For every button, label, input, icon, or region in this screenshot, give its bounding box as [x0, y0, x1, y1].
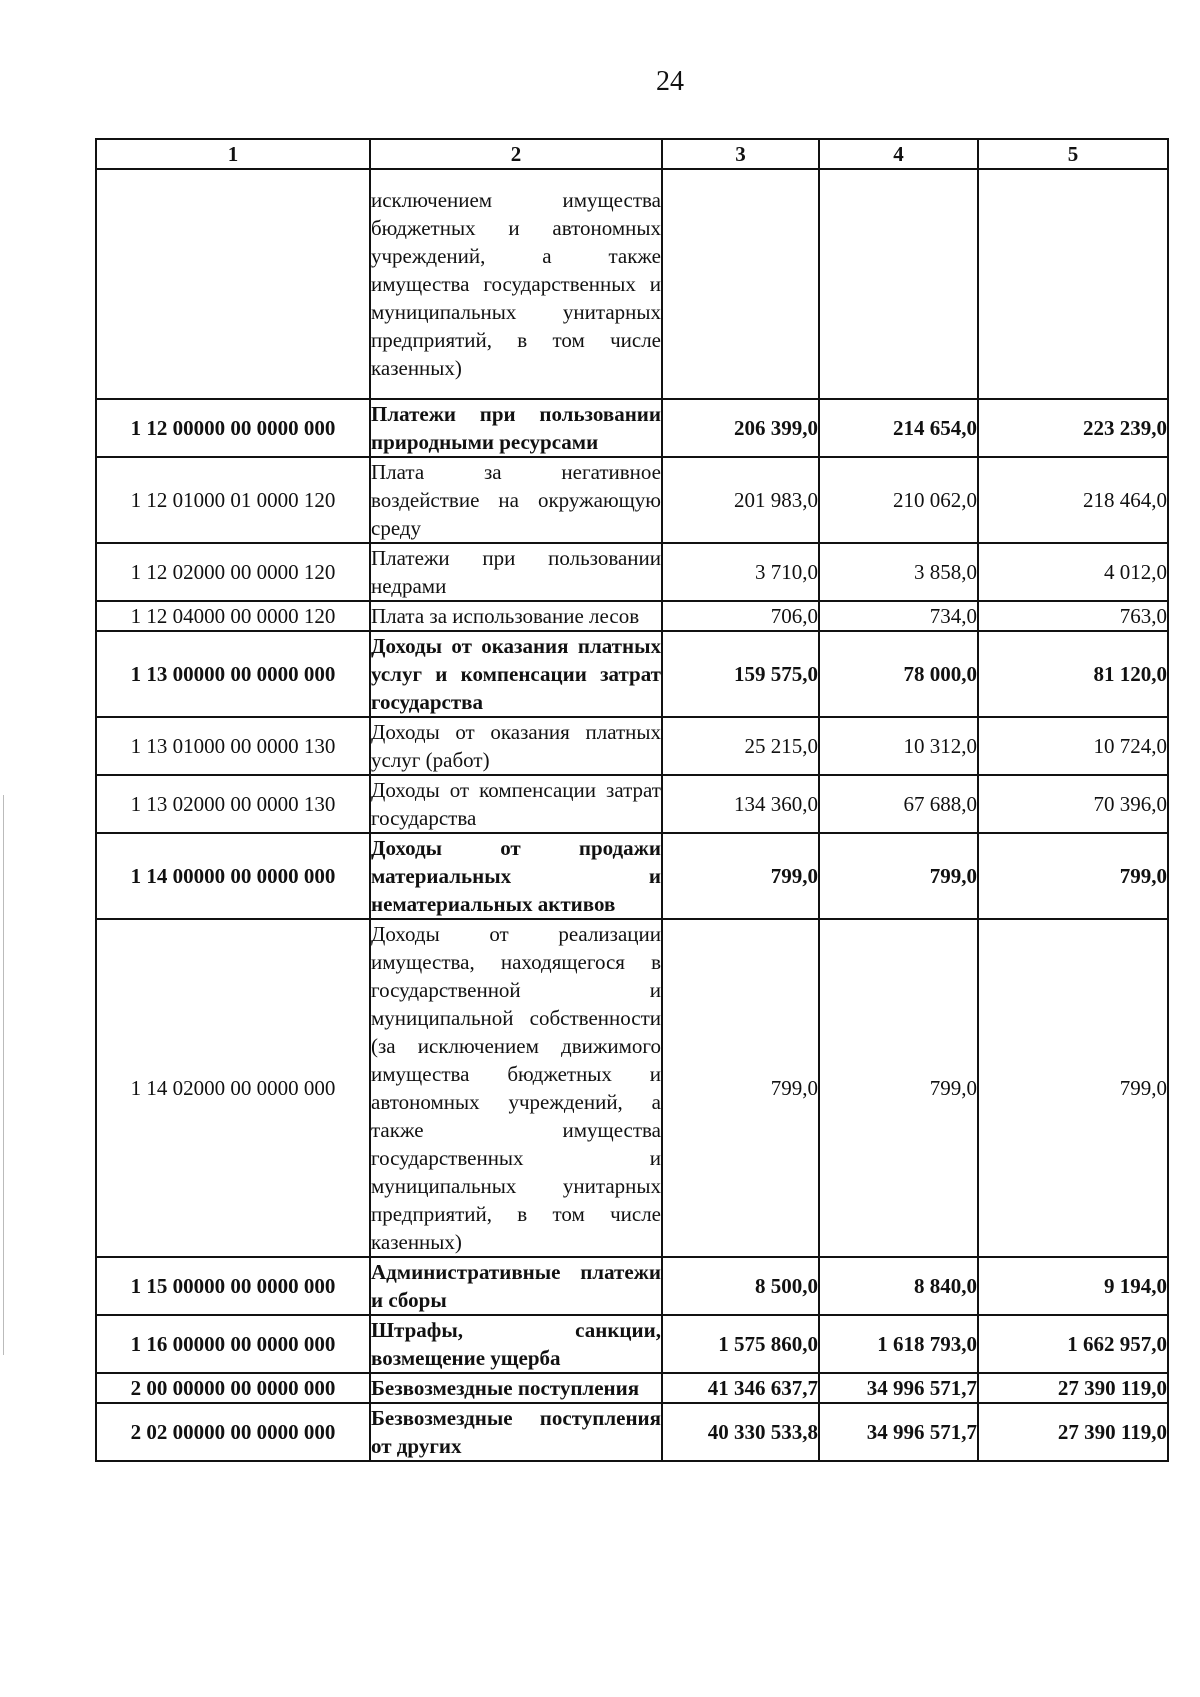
row-value-5 [978, 169, 1168, 399]
scan-edge-line [3, 795, 4, 1355]
row-value-5: 27 390 119,0 [978, 1403, 1168, 1461]
column-header-5: 5 [978, 139, 1168, 169]
row-code: 1 14 00000 00 0000 000 [96, 833, 370, 919]
row-name: Административные платежи и сборы [370, 1257, 662, 1315]
row-value-3: 799,0 [662, 919, 819, 1257]
row-name: Платежи при пользовании недрами [370, 543, 662, 601]
column-header-2: 2 [370, 139, 662, 169]
page-number: 24 [656, 66, 684, 97]
row-value-4: 210 062,0 [819, 457, 978, 543]
table-header-row [96, 139, 1168, 169]
budget-table [95, 138, 1169, 1462]
table-row [96, 457, 1168, 543]
row-name: Плата за использование лесов [370, 601, 662, 631]
table-row [96, 775, 1168, 833]
row-value-5: 10 724,0 [978, 717, 1168, 775]
row-value-3: 25 215,0 [662, 717, 819, 775]
row-value-5: 223 239,0 [978, 399, 1168, 457]
row-code: 2 00 00000 00 0000 000 [96, 1373, 370, 1403]
table-row [96, 919, 1168, 1257]
row-value-3: 206 399,0 [662, 399, 819, 457]
table-row [96, 1403, 1168, 1461]
row-value-4: 1 618 793,0 [819, 1315, 978, 1373]
table-row [96, 1315, 1168, 1373]
row-value-5: 70 396,0 [978, 775, 1168, 833]
row-value-5: 763,0 [978, 601, 1168, 631]
row-value-3: 706,0 [662, 601, 819, 631]
row-value-4: 34 996 571,7 [819, 1373, 978, 1403]
row-value-5: 799,0 [978, 833, 1168, 919]
row-value-5: 9 194,0 [978, 1257, 1168, 1315]
row-code: 1 13 01000 00 0000 130 [96, 717, 370, 775]
row-code: 1 12 04000 00 0000 120 [96, 601, 370, 631]
row-value-4: 3 858,0 [819, 543, 978, 601]
row-code [96, 169, 370, 399]
row-value-4: 8 840,0 [819, 1257, 978, 1315]
row-code: 2 02 00000 00 0000 000 [96, 1403, 370, 1461]
table-row [96, 543, 1168, 601]
row-value-4: 34 996 571,7 [819, 1403, 978, 1461]
table-row [96, 169, 1168, 399]
row-value-3: 8 500,0 [662, 1257, 819, 1315]
table-row [96, 399, 1168, 457]
row-value-3: 1 575 860,0 [662, 1315, 819, 1373]
row-name: Штрафы, санкции, возмещение ущерба [370, 1315, 662, 1373]
row-value-3: 159 575,0 [662, 631, 819, 717]
row-name: Безвозмездные поступления от других [370, 1403, 662, 1461]
row-name: Доходы от оказания платных услуг и компенсации затрат государства [370, 631, 662, 717]
row-value-4: 67 688,0 [819, 775, 978, 833]
column-header-4: 4 [819, 139, 978, 169]
row-code: 1 12 00000 00 0000 000 [96, 399, 370, 457]
row-value-4: 734,0 [819, 601, 978, 631]
row-value-3: 40 330 533,8 [662, 1403, 819, 1461]
row-value-5: 4 012,0 [978, 543, 1168, 601]
row-value-5: 799,0 [978, 919, 1168, 1257]
row-value-3: 799,0 [662, 833, 819, 919]
row-code: 1 16 00000 00 0000 000 [96, 1315, 370, 1373]
row-value-3: 201 983,0 [662, 457, 819, 543]
table-row [96, 1257, 1168, 1315]
row-value-4 [819, 169, 978, 399]
row-value-5: 218 464,0 [978, 457, 1168, 543]
row-name: исключением имущества бюджетных и автономных учреждений, а также имущества государственных и муниципальных унитарных предприятий, в том числе казенных) [370, 169, 662, 399]
column-header-1: 1 [96, 139, 370, 169]
row-name: Безвозмездные поступления [370, 1373, 662, 1403]
table-row [96, 833, 1168, 919]
row-value-3 [662, 169, 819, 399]
table-row [96, 1373, 1168, 1403]
row-code: 1 12 01000 01 0000 120 [96, 457, 370, 543]
row-code: 1 12 02000 00 0000 120 [96, 543, 370, 601]
row-value-5: 1 662 957,0 [978, 1315, 1168, 1373]
column-header-3: 3 [662, 139, 819, 169]
row-code: 1 15 00000 00 0000 000 [96, 1257, 370, 1315]
row-value-4: 214 654,0 [819, 399, 978, 457]
row-value-3: 134 360,0 [662, 775, 819, 833]
row-code: 1 13 02000 00 0000 130 [96, 775, 370, 833]
row-value-4: 78 000,0 [819, 631, 978, 717]
row-code: 1 14 02000 00 0000 000 [96, 919, 370, 1257]
row-value-4: 799,0 [819, 833, 978, 919]
row-value-5: 27 390 119,0 [978, 1373, 1168, 1403]
row-name: Доходы от оказания платных услуг (работ) [370, 717, 662, 775]
row-name: Доходы от реализации имущества, находящегося в государственной и муниципальной собственности (за исключением движимого имущества бюджетных и автономных учреждений, а также имущества государственных и муниципальных унитарных предприятий, в том числе казенных) [370, 919, 662, 1257]
row-value-5: 81 120,0 [978, 631, 1168, 717]
row-name: Доходы от компенсации затрат государства [370, 775, 662, 833]
row-value-4: 10 312,0 [819, 717, 978, 775]
row-code: 1 13 00000 00 0000 000 [96, 631, 370, 717]
table-row [96, 717, 1168, 775]
table-row [96, 601, 1168, 631]
row-name: Доходы от продажи материальных и нематериальных активов [370, 833, 662, 919]
row-name: Платежи при пользовании природными ресурсами [370, 399, 662, 457]
row-value-3: 41 346 637,7 [662, 1373, 819, 1403]
row-value-3: 3 710,0 [662, 543, 819, 601]
row-value-4: 799,0 [819, 919, 978, 1257]
table-row [96, 631, 1168, 717]
row-name: Плата за негативное воздействие на окружающую среду [370, 457, 662, 543]
